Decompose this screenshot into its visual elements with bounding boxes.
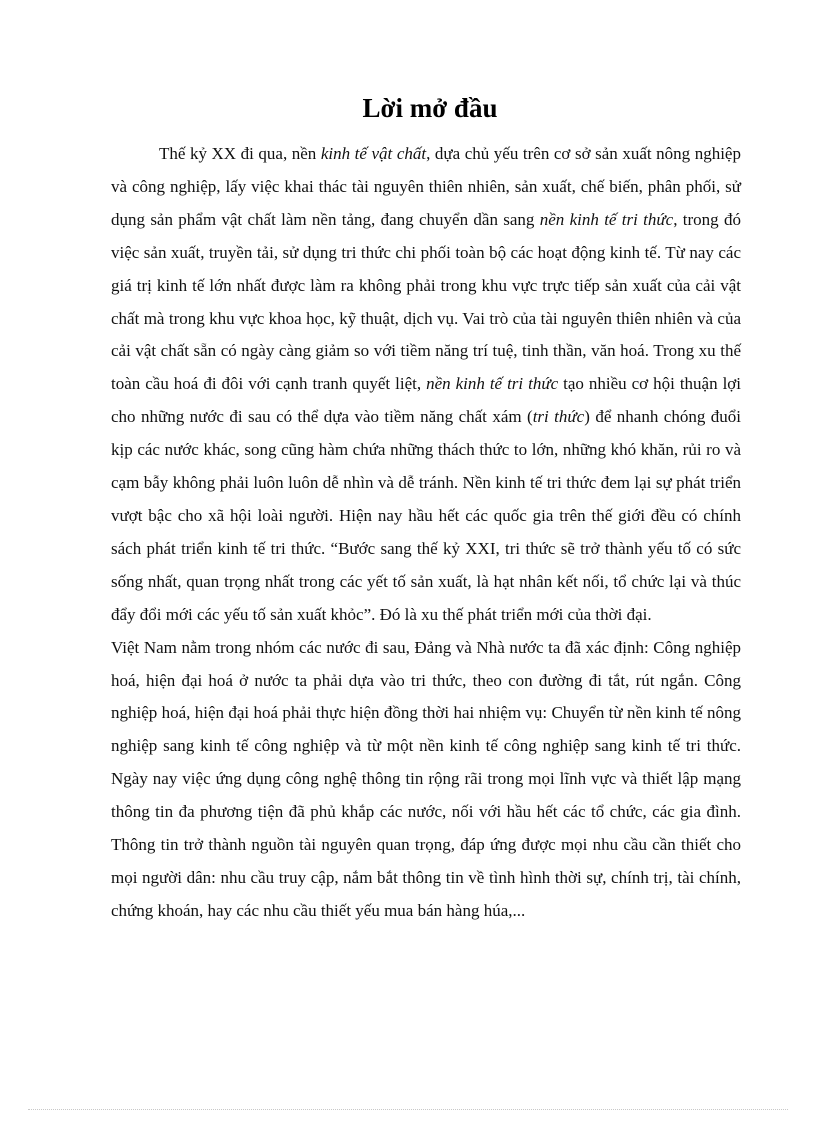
italic-term: nền kinh tế tri thức — [539, 209, 674, 229]
text-run: Thế kỷ XX đi qua, nền — [159, 144, 321, 163]
text-run: , dựa chủ yếu trên cơ sở sản xuất nông nghiệp và công nghiệp, lấy việc khai thác tài nguyên thiên nhiên, sản xuất, chế biến, phân phối, sử dụng sản phẩm vật chất làm nền tảng, đang chuyển dần sang — [111, 144, 741, 229]
italic-term: nền kinh tế tri thức — [426, 374, 559, 394]
text-run: tạo nhiều cơ hội thuận lợi cho những nước đi sau có thể dựa vào tiềm năng chất xám ( — [111, 374, 742, 427]
text-run: ) để nhanh chóng đuổi kịp các nước khác, song cũng hàm chứa những thách thức to lớn, những khó khăn, rủi ro và cạm bẫy không phải luôn luôn dễ nhìn và dễ tránh. Nền kinh tế tri thức đem lại sự phát triển vượt bậc cho xã hội loài người. Hiện nay hầu hết các quốc gia trên thế giới đều có chính sách phát triển kinh tế tri thức. “Bước sang thế kỷ XXI, tri thức sẽ trở thành yếu tố có sức sống nhất, quan trọng nhất trong các yết tố sản xuất, là hạt nhân kết nối, tổ chức lại và thúc đẩy đổi mới các yếu tố sản xuất khỏc”. Đó là xu thế phát triển mới của thời đại. — [111, 407, 741, 624]
page-bottom-divider — [28, 1109, 788, 1110]
italic-term: kinh tế vật chất — [320, 144, 427, 163]
text-run: , trong đó việc sản xuất, truyền tải, sử dụng tri thức chi phối toàn bộ các hoạt động kinh tế. Từ nay các giá trị kinh tế lớn nhất được làm ra không phải trong khu vực trực tiếp sản xuất của cải vật chất mà trong khu vực khoa học, kỹ thuật, dịch vụ. Vai trò của tài nguyên thiên nhiên và của cải vật chất sẵn có ngày càng giảm so với tiềm năng trí tuệ, tinh thần, văn hoá. Trong xu thế toàn cầu hoá đi đôi với cạnh tranh quyết liệt, — [111, 209, 741, 394]
italic-term: tri thức — [532, 407, 585, 427]
paragraph-intro — [111, 138, 741, 632]
page-title: Lời mở đầu — [362, 93, 498, 123]
document-body — [111, 138, 741, 928]
paragraph-vietnam: Việt Nam nằm trong nhóm các nước đi sau, Đảng và Nhà nước ta đã xác định: Công nghiệp hoá, hiện đại hoá ở nước ta phải dựa vào tri thức, theo con đường đi tắt, rút ngắn. Công nghiệp hoá, hiện đại hoá phải thực hiện đồng thời hai nhiệm vụ: Chuyển từ nền kinh tế nông nghiệp sang kinh tế công nghiệp và từ một nền kinh tế công nghiệp sang kinh tế tri thức. Ngày nay việc ứng dụng công nghệ thông tin rộng rãi trong mọi lĩnh vực và thiết lập mạng thông tin đa phương tiện đã phủ khắp các nước, nối với hầu hết các tổ chức, các gia đình. Thông tin trở thành nguồn tài nguyên quan trọng, đáp ứng được mọi nhu cầu cần thiết cho mọi người dân: nhu cầu truy cập, nắm bắt thông tin về tình hình thời sự, chính trị, tài chính, chứng khoán, hay các nhu cầu thiết yếu mua bán hàng húa,... — [111, 637, 741, 920]
